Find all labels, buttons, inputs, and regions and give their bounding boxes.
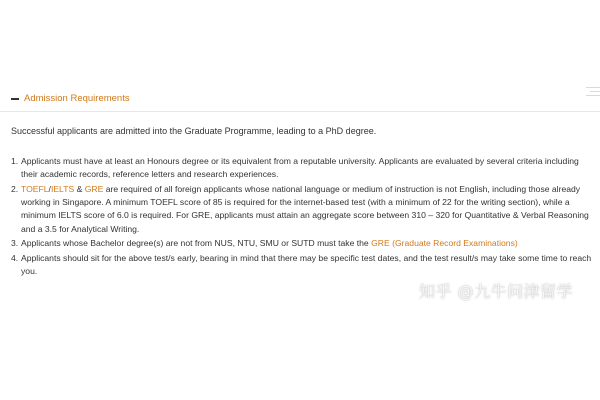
amp-separator: & bbox=[74, 184, 85, 194]
item-text: Applicants whose Bachelor degree(s) are not from NUS, NTU, SMU or SUTD must take the bbox=[21, 238, 372, 249]
slash-separator: / bbox=[48, 184, 51, 194]
item-number: 4. bbox=[11, 253, 19, 264]
minus-bar bbox=[11, 98, 19, 100]
requirements-list bbox=[11, 155, 592, 280]
side-line bbox=[590, 91, 600, 92]
side-line bbox=[586, 87, 600, 88]
section-title[interactable]: Admission Requirements bbox=[24, 93, 130, 104]
item-text: Applicants should sit for the above test/s early, bearing in mind that there may be specific test dates, and the test result/s may take some time to reach you. bbox=[21, 253, 592, 277]
section-header bbox=[0, 88, 600, 112]
collapse-minus-icon[interactable] bbox=[11, 95, 19, 103]
item-text: Applicants must have at least an Honours degree or its equivalent from a reputable university. Applicants are evaluated by several criteria including their academic records, reference letters and research experiences. bbox=[21, 156, 579, 180]
gre-link[interactable]: GRE bbox=[84, 184, 104, 194]
list-item bbox=[11, 237, 592, 250]
list-item bbox=[11, 252, 592, 278]
item-text: are required of all foreign applicants whose national language or medium of instruction is not English, including those already working in Singapore. A minimum TOEFL score of 85 is required for the internet-based test (with a minimum of 22 for the writing section), while a minimum IELTS score of 6.0 is required. For GRE, applicants must attain an aggregate score between 310 – 320 for Quantitative & Verbal Reasoning and a 3.5 for Analytical Writing. bbox=[21, 184, 589, 234]
side-decoration bbox=[584, 87, 600, 101]
toefl-link[interactable]: TOEFL bbox=[21, 184, 49, 194]
watermark: 知乎 @九牛问津留学 bbox=[419, 282, 574, 301]
gre-full-link[interactable]: GRE (Graduate Record Examinations) bbox=[371, 238, 518, 249]
intro-text: Successful applicants are admitted into the Graduate Programme, leading to a PhD degree. bbox=[11, 126, 377, 136]
side-line bbox=[586, 95, 600, 96]
item-number: 1. bbox=[11, 156, 19, 166]
item-number: 3. bbox=[11, 238, 19, 249]
ielts-link[interactable]: IELTS bbox=[50, 184, 75, 194]
item-number: 2. bbox=[11, 184, 19, 194]
list-item bbox=[11, 155, 592, 181]
list-item bbox=[11, 183, 592, 236]
